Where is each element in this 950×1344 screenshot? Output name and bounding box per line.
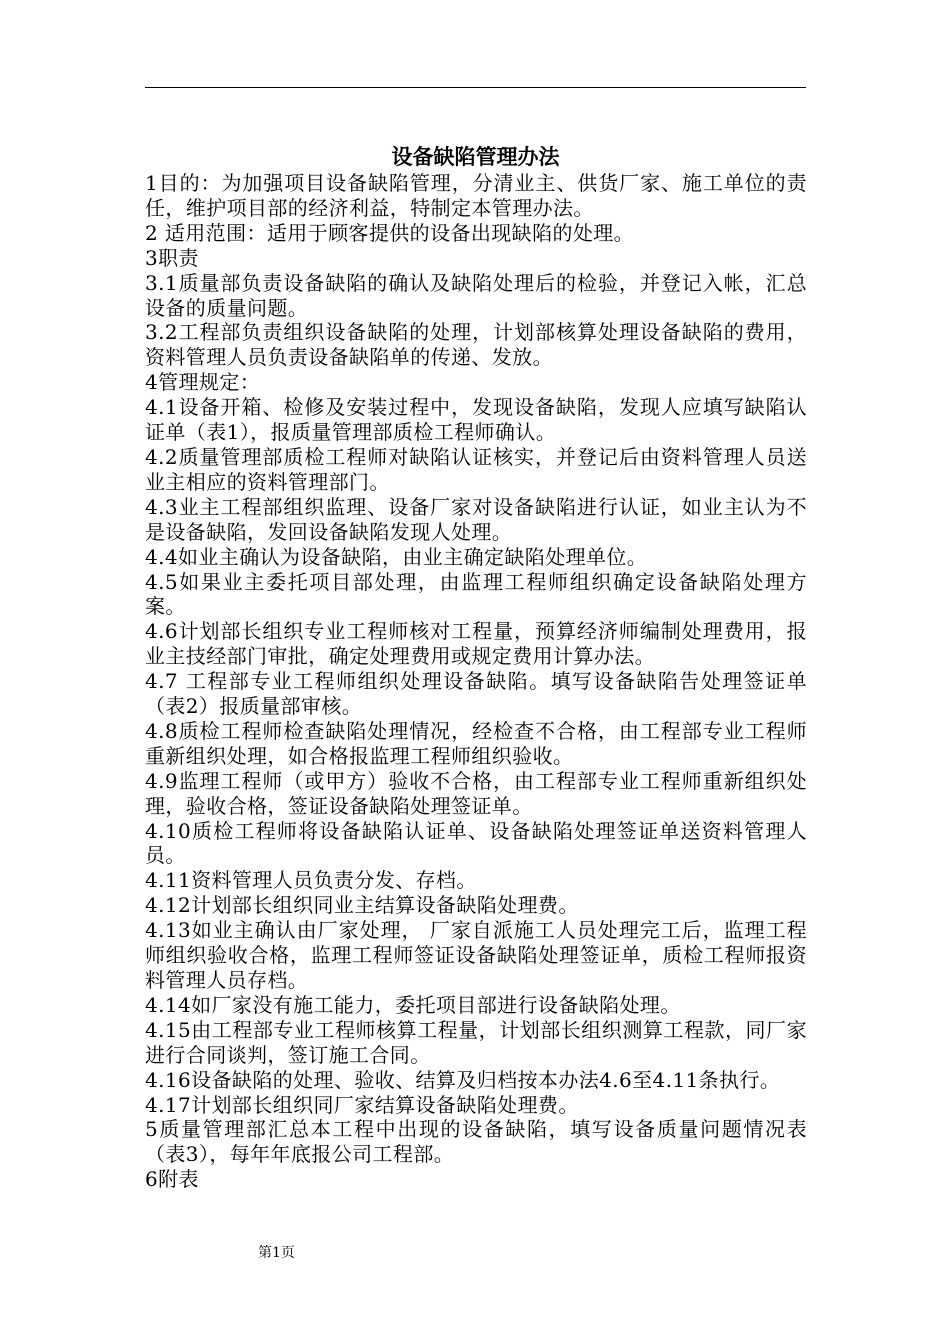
body-paragraph: 4.7 工程部专业工程师组织处理设备缺陷。填写设备缺陷告处理签证单（表2）报质量部审核。: [145, 669, 807, 719]
body-paragraph: 4.12计划部长组织同业主结算设备缺陷处理费。: [145, 893, 579, 918]
body-paragraph: 4.3业主工程部组织监理、设备厂家对设备缺陷进行认证，如业主认为不是设备缺陷，发回设备缺陷发现人处理。: [145, 494, 807, 544]
body-paragraph: 3职责: [145, 245, 199, 270]
body-paragraph: 4.10质检工程师将设备缺陷认证单、设备缺陷处理签证单送资料管理人员。: [145, 818, 807, 868]
body-paragraph: 4.5如果业主委托项目部处理，由监理工程师组织确定设备缺陷处理方案。: [145, 569, 807, 619]
body-paragraph: 3.2工程部负责组织设备缺陷的处理，计划部核算处理设备缺陷的费用，资料管理人员负责设备缺陷单的传递、发放。: [145, 320, 807, 370]
body-paragraph: 4.9监理工程师（或甲方）验收不合格，由工程部专业工程师重新组织处理，验收合格，签证设备缺陷处理签证单。: [145, 768, 807, 818]
body-paragraph: 4.1设备开箱、检修及安装过程中，发现设备缺陷，发现人应填写缺陷认证单（表1），报质量管理部质检工程师确认。: [145, 395, 807, 445]
body-paragraph: 3.1质量部负责设备缺陷的确认及缺陷处理后的检验，并登记入帐，汇总设备的质量问题。: [145, 270, 807, 320]
document-body: [145, 171, 807, 1192]
document-title: 设备缺陷管理办法: [391, 144, 560, 169]
body-paragraph: 5质量管理部汇总本工程中出现的设备缺陷，填写设备质量问题情况表（表3），每年年底报公司工程部。: [145, 1117, 807, 1167]
body-paragraph: 4.11资料管理人员负责分发、存档。: [145, 868, 477, 893]
body-paragraph: 4.6计划部长组织专业工程师核对工程量，预算经济师编制处理费用，报业主技经部门审批，确定处理费用或规定费用计算办法。: [145, 619, 807, 669]
body-paragraph: 4.8质检工程师检查缺陷处理情况，经检查不合格，由工程部专业工程师重新组织处理，如合格报监理工程师组织验收。: [145, 718, 807, 768]
page-number: 第1页: [258, 1245, 295, 1261]
body-paragraph: 4.14如厂家没有施工能力，委托项目部进行设备缺陷处理。: [145, 992, 681, 1017]
body-paragraph: 4.17计划部长组织同厂家结算设备缺陷处理费。: [145, 1092, 579, 1117]
body-paragraph: 4.15由工程部专业工程师核算工程量，计划部长组织测算工程款，同厂家进行合同谈判，签订施工合同。: [145, 1017, 807, 1067]
body-paragraph: 4.16设备缺陷的处理、验收、结算及归档按本办法4.6至4.11条执行。: [145, 1067, 781, 1092]
body-paragraph: 4.13如业主确认由厂家处理， 厂家自派施工人员处理完工后，监理工程师组织验收合格，监理工程师签证设备缺陷处理签证单，质检工程师报资料管理人员存档。: [145, 918, 807, 992]
body-paragraph: 2 适用范围：适用于顾客提供的设备出现缺陷的处理。: [145, 220, 635, 245]
body-paragraph: 6附表: [145, 1167, 199, 1192]
header-rule: [145, 87, 806, 88]
body-paragraph: 4管理规定：: [145, 370, 261, 395]
body-paragraph: 4.2质量管理部质检工程师对缺陷认证核实，并登记后由资料管理人员送业主相应的资料管理部门。: [145, 444, 807, 494]
body-paragraph: 1目的：为加强项目设备缺陷管理，分清业主、供货厂家、施工单位的责任，维护项目部的经济利益，特制定本管理办法。: [145, 171, 807, 220]
body-paragraph: 4.4如业主确认为设备缺陷，由业主确定缺陷处理单位。: [145, 544, 648, 569]
